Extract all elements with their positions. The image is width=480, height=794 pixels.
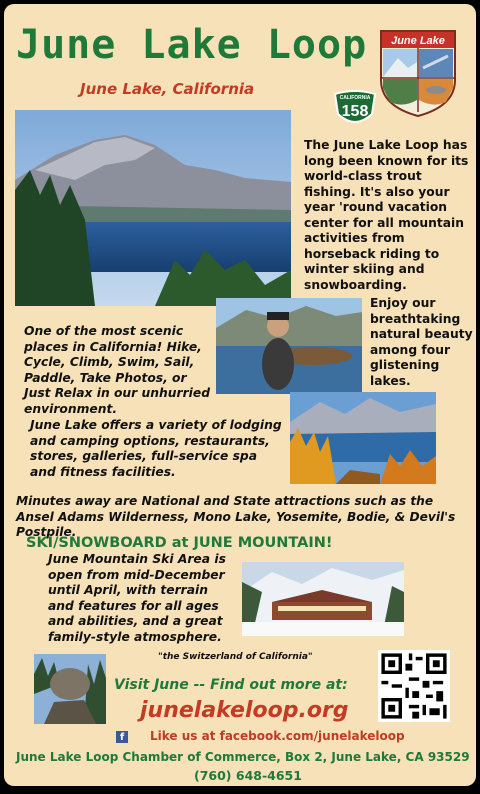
attractions-paragraph: Minutes away are National and State attractions such as the Ansel Adams Wilderness, Mono Lake, Yosemite, Bodie, & Devil's Postpile.: [16, 494, 456, 539]
flyer-page: [4, 4, 476, 786]
website-link[interactable]: junelakeloop.org: [140, 698, 349, 723]
intro-paragraph: The June Lake Loop has long been known for its world-class trout fishing. It's also your year 'round vacation center for all mountain activities from horseback riding to winter skiing and snowboarding.: [304, 138, 469, 292]
visit-text: Visit June -- Find out more at:: [114, 677, 348, 693]
ski-heading: SKI/SNOWBOARD at JUNE MOUNTAIN!: [26, 535, 333, 551]
qr-code[interactable]: [378, 650, 450, 722]
ski-paragraph: June Mountain Ski Area is open from mid-December until April, with terrain and features for all ages and abilities, and a great family-style atmosphere.: [48, 552, 226, 644]
route-158-sign: [332, 88, 378, 128]
june-lake-logo: [378, 28, 458, 118]
june-lake-mountain-photo: [15, 110, 291, 306]
location-subtitle: June Lake, California: [80, 80, 255, 98]
scenic-paragraph: One of the most scenic places in California! Hike, Cycle, Climb, Swim, Sail, Paddle, Take Photos, or Just Relax in our unhurried environment.: [24, 324, 211, 416]
fisherman-trout-photo: [216, 298, 362, 394]
route-state-label: CALIFORNIA: [339, 95, 371, 101]
switzerland-tagline: "the Switzerland of California": [158, 652, 313, 662]
beauty-paragraph: Enjoy our breathtaking natural beauty among four glistening lakes.: [370, 296, 473, 388]
route-number: 158: [341, 103, 369, 120]
svg-text:June Lake: June Lake: [391, 35, 445, 47]
chamber-address: June Lake Loop Chamber of Commerce, Box 2, June Lake, CA 93529: [16, 750, 470, 764]
balancing-rock-photo: [34, 654, 106, 724]
phone-number: (760) 648-4651: [194, 768, 302, 783]
facebook-icon[interactable]: f: [116, 731, 128, 743]
lodging-paragraph: June Lake offers a variety of lodging and camping options, restaurants, stores, galleries, full-service spa and fitness facilities.: [30, 418, 282, 479]
autumn-lake-photo: [290, 392, 436, 484]
ski-lodge-photo: [242, 562, 404, 636]
facebook-link[interactable]: Like us at facebook.com/junelakeloop: [150, 729, 405, 743]
page-title: June Lake Loop: [16, 22, 368, 68]
